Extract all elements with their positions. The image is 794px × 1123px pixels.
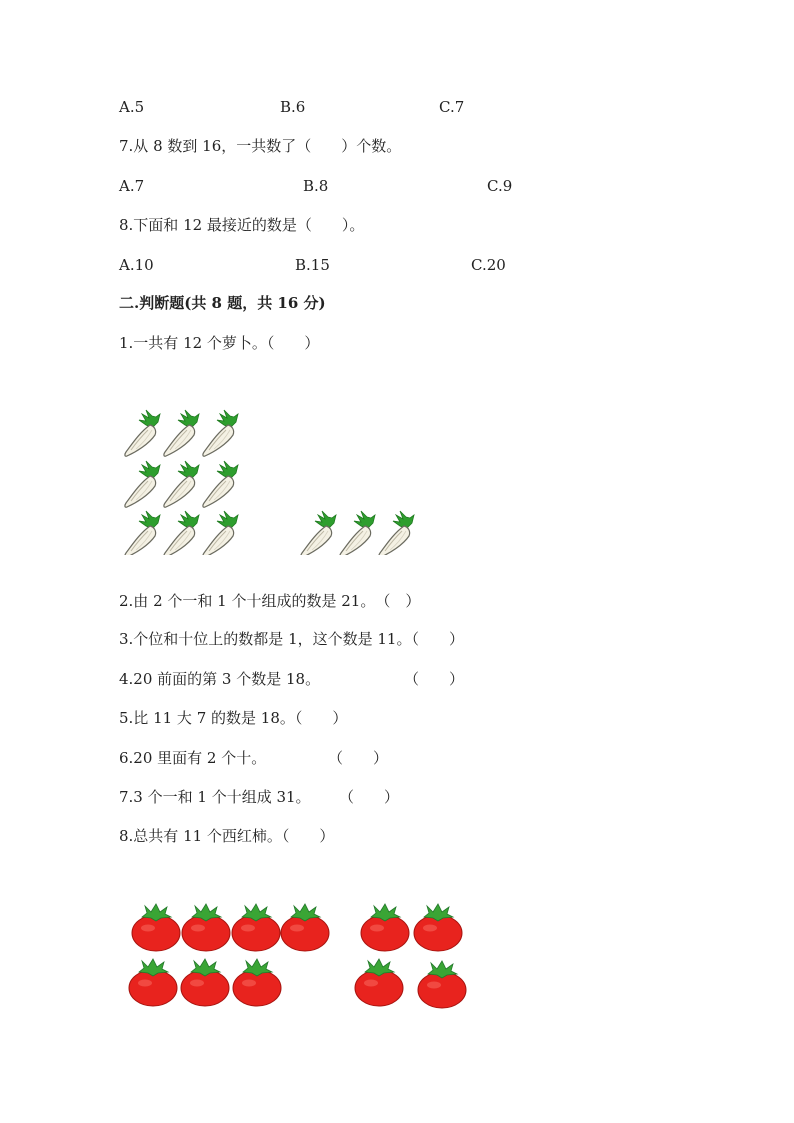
judge-item-3: 3.个位和十位上的数都是 1，这个数是 11。（ ） bbox=[119, 630, 464, 648]
judge-item-7: 7.3 个一和 1 个十组成 31。 bbox=[119, 788, 311, 806]
tomato-icon bbox=[361, 904, 409, 951]
tomato-picture bbox=[125, 898, 475, 1013]
q8-option-b[interactable]: B.15 bbox=[295, 256, 330, 274]
q7-stem: 7.从 8 数到 16，一共数了（ ）个数。 bbox=[119, 137, 402, 155]
q7-option-b[interactable]: B.8 bbox=[303, 177, 329, 195]
tomato-icon bbox=[414, 904, 462, 951]
tomato-icon bbox=[233, 959, 281, 1006]
tomato-icon bbox=[181, 959, 229, 1006]
q8-option-a[interactable]: A.10 bbox=[119, 256, 154, 274]
judge-item-6: 6.20 里面有 2 个十。 bbox=[119, 749, 267, 767]
judge-item-5: 5.比 11 大 7 的数是 18。（ ） bbox=[119, 709, 348, 727]
q8-option-c[interactable]: C.20 bbox=[471, 256, 506, 274]
tomato-icon bbox=[129, 959, 177, 1006]
tomato-icon bbox=[132, 904, 180, 951]
judge-item-4: 4.20 前面的第 3 个数是 18。 bbox=[119, 670, 321, 688]
q7-option-c[interactable]: C.9 bbox=[487, 177, 513, 195]
radish-icon bbox=[379, 511, 414, 555]
judge-item-8: 8.总共有 11 个西红柿。（ ） bbox=[119, 827, 335, 845]
judge-item-2: 2.由 2 个一和 1 个十组成的数是 21。 （ ） bbox=[119, 592, 421, 610]
q6-option-c[interactable]: C.7 bbox=[439, 98, 465, 116]
section-heading: 二.判断题(共 8 题，共 16 分) bbox=[119, 294, 326, 312]
judge-item-6-bracket[interactable]: （ ） bbox=[328, 749, 389, 767]
radish-icon bbox=[340, 511, 375, 555]
tomato-icon bbox=[281, 904, 329, 951]
radish-icon bbox=[164, 461, 199, 507]
tomato-icon bbox=[418, 961, 466, 1008]
q6-option-a[interactable]: A.5 bbox=[119, 98, 145, 116]
radish-icon bbox=[125, 461, 160, 507]
judge-item-4-bracket[interactable]: （ ） bbox=[404, 670, 465, 688]
radish-picture bbox=[118, 400, 428, 555]
q6-option-b[interactable]: B.6 bbox=[280, 98, 306, 116]
radish-icon bbox=[164, 511, 199, 555]
tomato-icon bbox=[355, 959, 403, 1006]
radish-icon bbox=[125, 511, 160, 555]
judge-item-1: 1.一共有 12 个萝卜。（ ） bbox=[119, 334, 320, 352]
q7-option-a[interactable]: A.7 bbox=[119, 177, 145, 195]
tomato-icon bbox=[182, 904, 230, 951]
radish-icon bbox=[125, 410, 160, 456]
radish-icon bbox=[203, 461, 238, 507]
radish-icon bbox=[164, 410, 199, 456]
radish-icon bbox=[301, 511, 336, 555]
radish-icon bbox=[203, 410, 238, 456]
tomato-icon bbox=[232, 904, 280, 951]
judge-item-7-bracket[interactable]: （ ） bbox=[339, 788, 400, 806]
q8-stem: 8.下面和 12 最接近的数是（ ）。 bbox=[119, 216, 365, 234]
radish-icon bbox=[203, 511, 238, 555]
